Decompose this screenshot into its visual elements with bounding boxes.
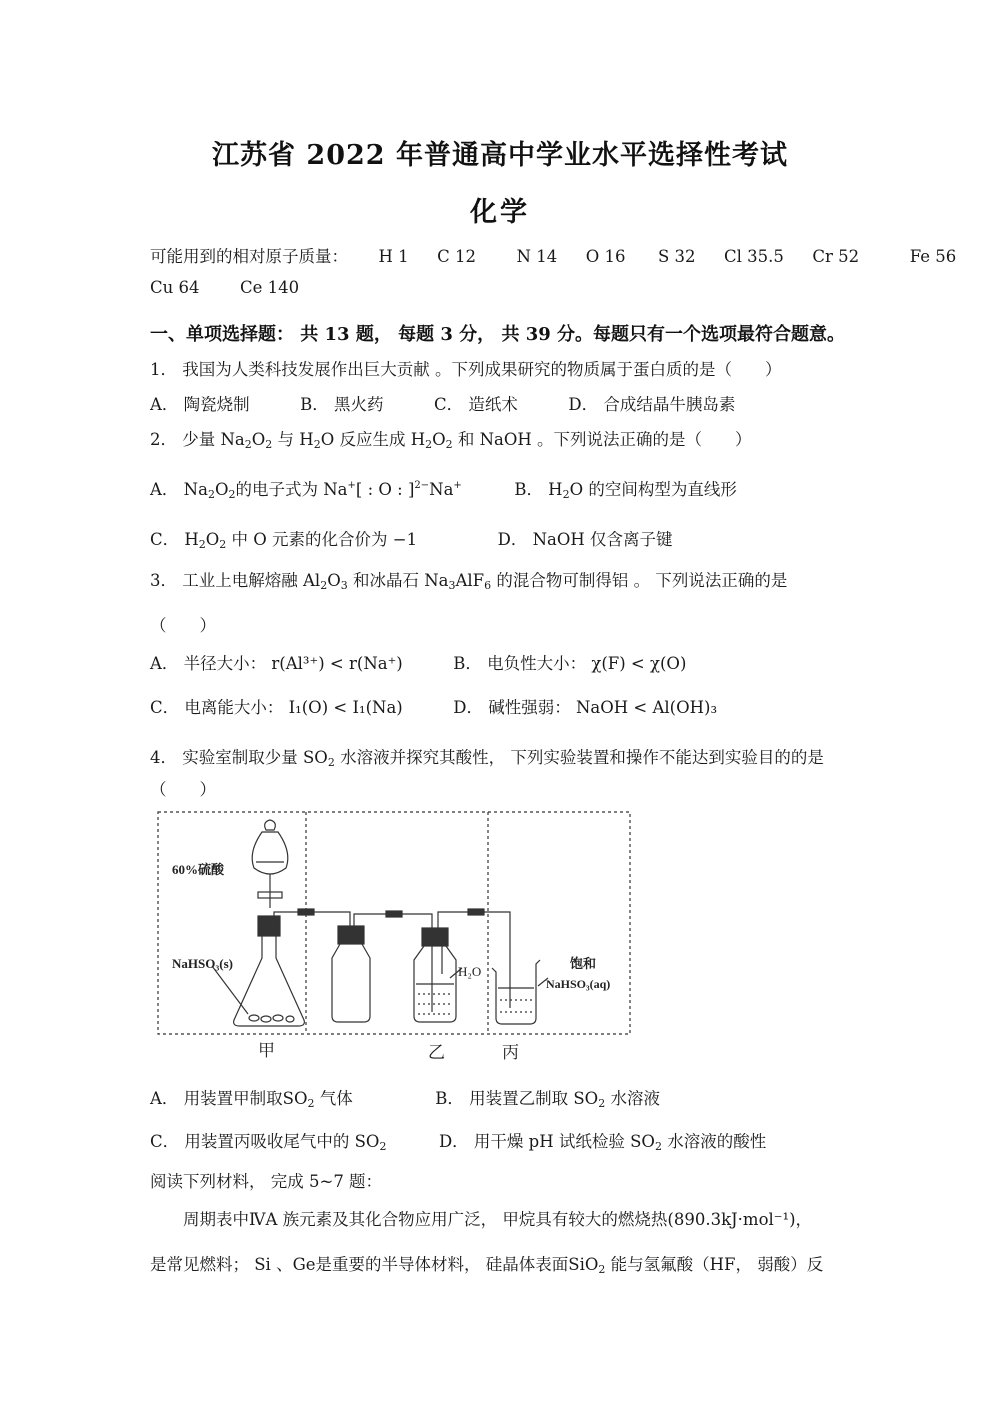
- q2-option-d[interactable]: D． NaOH 仅含离子键: [497, 530, 673, 549]
- empty-bottle: [332, 926, 370, 1022]
- mass-c: C 12: [437, 247, 477, 266]
- q2a-part: 的电子式为 Na: [235, 480, 348, 499]
- q2a-part: O: [214, 480, 229, 499]
- q4-option-c[interactable]: [150, 1132, 386, 1151]
- saturated-label: 饱和: [570, 956, 597, 971]
- subscript: 2: [562, 488, 570, 501]
- question-3-paren: （ ）: [150, 616, 216, 635]
- q2-stem-part: 与 H: [272, 430, 314, 449]
- question-3-options-cd: [150, 694, 717, 718]
- q2b-part: B． H: [514, 480, 563, 499]
- superscript: +: [453, 480, 462, 491]
- q2-option-a[interactable]: [150, 480, 462, 499]
- q2c-part: 中 O 元素的化合价为 −1: [226, 530, 418, 549]
- frame-outer: [158, 812, 630, 1034]
- q3-stem-part: 3． 工业上电解熔融 Al: [150, 571, 321, 590]
- subscript: 2: [228, 488, 236, 501]
- beaker: [492, 960, 548, 1024]
- q2a-part: Na: [429, 480, 454, 499]
- subscript: 3: [448, 579, 456, 592]
- q2-stem-part: O: [432, 430, 446, 449]
- exam-title: 江苏省 2022 年普通高中学业水平选择性考试: [212, 140, 788, 171]
- superscript: +: [347, 480, 356, 491]
- acid-label: 60%硫酸: [172, 862, 225, 877]
- water-bottle: [414, 928, 462, 1022]
- subscript: 2: [198, 538, 206, 551]
- q1-option-b[interactable]: B． 黑火药: [300, 395, 384, 414]
- q2-option-b[interactable]: [514, 480, 737, 499]
- subscript: 2: [379, 1140, 387, 1153]
- label-yi: 乙: [428, 1043, 445, 1062]
- q3-option-a[interactable]: A． 半径大小： r(Al³⁺) < r(Na⁺): [150, 654, 403, 673]
- subscript: 2: [265, 438, 273, 451]
- apparatus-diagram: [150, 808, 640, 1066]
- reading-paragraph-line-2: [150, 1251, 823, 1276]
- mass-ce: Ce 140: [240, 278, 300, 297]
- question-1-stem: 1． 我国为人类科技发展作出巨大贡献 。下列成果研究的物质属于蛋白质的是（ ）: [150, 360, 782, 379]
- question-2-options-ab: [150, 476, 737, 501]
- q4a-part: A． 用装置甲制取SO: [150, 1089, 308, 1108]
- solid-label: NaHSO₃(s): [172, 956, 233, 971]
- subscript: 2: [320, 579, 328, 592]
- reading-intro: 阅读下列材料， 完成 5~7 题：: [150, 1172, 383, 1191]
- q4a-part: 气体: [314, 1089, 353, 1108]
- mass-h: H 1: [378, 247, 409, 266]
- subscript: 2: [654, 1140, 662, 1153]
- question-4-options-ab: [150, 1085, 660, 1110]
- label-jia: 甲: [258, 1041, 275, 1060]
- mass-o: O 16: [585, 247, 626, 266]
- q2a-part: [ : O : ]: [355, 480, 415, 499]
- q4-option-a[interactable]: [150, 1089, 353, 1108]
- q3-option-c[interactable]: C． 电离能大小： I₁(O) < I₁(Na): [150, 698, 403, 717]
- q2c-part: C． H: [150, 530, 199, 549]
- q4d-part: D． 用干燥 pH 试纸检验 SO: [438, 1132, 655, 1151]
- atomic-mass-line-1: [150, 243, 956, 267]
- subscript: 2: [598, 1263, 606, 1276]
- nahso3-aq-label: NaHSO₃(aq): [546, 977, 611, 991]
- mass-n: N 14: [516, 247, 558, 266]
- q2-stem-part: O 反应生成 H: [320, 430, 426, 449]
- q3-stem-part: O: [327, 571, 341, 590]
- section-heading: 一、单项选择题： 共 13 题， 每题 3 分， 共 39 分。每题只有一个选项最符合题意。: [150, 324, 846, 345]
- q2-option-c[interactable]: [150, 530, 417, 549]
- atomic-mass-label: 可能用到的相对原子质量：: [150, 247, 348, 266]
- q4-stem-part: 4． 实验室制取少量 SO: [150, 748, 328, 767]
- q2c-part: O: [205, 530, 220, 549]
- q2a-part: A． Na: [150, 480, 208, 499]
- subscript: 2: [598, 1097, 606, 1110]
- subscript: 2: [307, 1097, 315, 1110]
- q3-stem-part: 和冰晶石 Na: [347, 571, 449, 590]
- subscript: 3: [340, 579, 348, 592]
- q4-stem-part: 水溶液并探究其酸性， 下列实验装置和操作不能达到实验目的的是: [334, 748, 824, 767]
- subscript: 2: [425, 438, 433, 451]
- q2-stem-part: 和 NaOH 。下列说法正确的是（ ）: [452, 430, 752, 449]
- water-label: H₂O: [458, 964, 482, 979]
- q4-option-d[interactable]: [439, 1132, 766, 1151]
- question-4-options-cd: [150, 1128, 766, 1153]
- question-4-paren: （ ）: [150, 780, 216, 799]
- separatory-funnel: [252, 820, 288, 908]
- mass-cu: Cu 64: [150, 278, 200, 297]
- question-4-stem: [150, 744, 824, 769]
- q2-stem-part: 2． 少量 Na: [150, 430, 245, 449]
- question-1-options: [150, 391, 735, 415]
- question-3-options-ab: [150, 650, 686, 674]
- q1-option-d[interactable]: D． 合成结晶牛胰岛素: [568, 395, 736, 414]
- reading-part: 能与氢氟酸（HF， 弱酸）反: [605, 1255, 824, 1274]
- subscript: 2: [207, 488, 215, 501]
- superscript: 2−: [414, 480, 430, 491]
- q3-option-d[interactable]: D． 碱性强弱： NaOH < Al(OH)₃: [453, 698, 718, 717]
- connecting-tube: [274, 909, 510, 1008]
- mass-cr: Cr 52: [812, 247, 860, 266]
- subject-title: 化学: [470, 197, 530, 228]
- reading-paragraph-line-1: 周期表中ⅣA 族元素及其化合物应用广泛， 甲烷具有较大的燃烧热(890.3kJ·mol⁻¹)，: [150, 1210, 813, 1229]
- q4d-part: 水溶液的酸性: [661, 1132, 767, 1151]
- q2b-part: O 的空间构型为直线形: [569, 480, 737, 499]
- q1-option-a[interactable]: A． 陶瓷烧制: [150, 395, 250, 414]
- q4b-part: B． 用装置乙制取 SO: [435, 1089, 599, 1108]
- label-bing: 丙: [502, 1043, 519, 1062]
- mass-s: S 32: [657, 247, 696, 266]
- q4c-part: C． 用装置丙吸收尾气中的 SO: [150, 1132, 380, 1151]
- q2-stem-part: O: [251, 430, 266, 449]
- q4b-part: 水溶液: [605, 1089, 660, 1108]
- subscript: 6: [484, 579, 492, 592]
- subscript: 2: [327, 756, 335, 769]
- reading-part: 是常见燃料； Si 、Ge是重要的半导体材料， 硅晶体表面SiO: [150, 1255, 599, 1274]
- question-2-stem: [150, 426, 752, 451]
- question-2-options-cd: [150, 526, 673, 551]
- q3-stem-part: AlF: [455, 571, 485, 590]
- subscript: 2: [445, 438, 453, 451]
- mass-fe: Fe 56: [909, 247, 957, 266]
- subscript: 2: [219, 538, 227, 551]
- mass-cl: Cl 35.5: [724, 247, 784, 266]
- subscript: 2: [313, 438, 321, 451]
- q1-option-c[interactable]: C． 造纸术: [434, 395, 518, 414]
- atomic-mass-line-2: [150, 278, 299, 297]
- subscript: 2: [244, 438, 252, 451]
- q3-option-b[interactable]: B． 电负性大小： χ(F) < χ(O): [453, 654, 687, 673]
- q4-option-b[interactable]: [435, 1089, 660, 1108]
- conical-flask: [212, 916, 304, 1026]
- question-3-stem: [150, 567, 787, 592]
- q3-stem-part: 的混合物可制得铝 。 下列说法正确的是: [491, 571, 788, 590]
